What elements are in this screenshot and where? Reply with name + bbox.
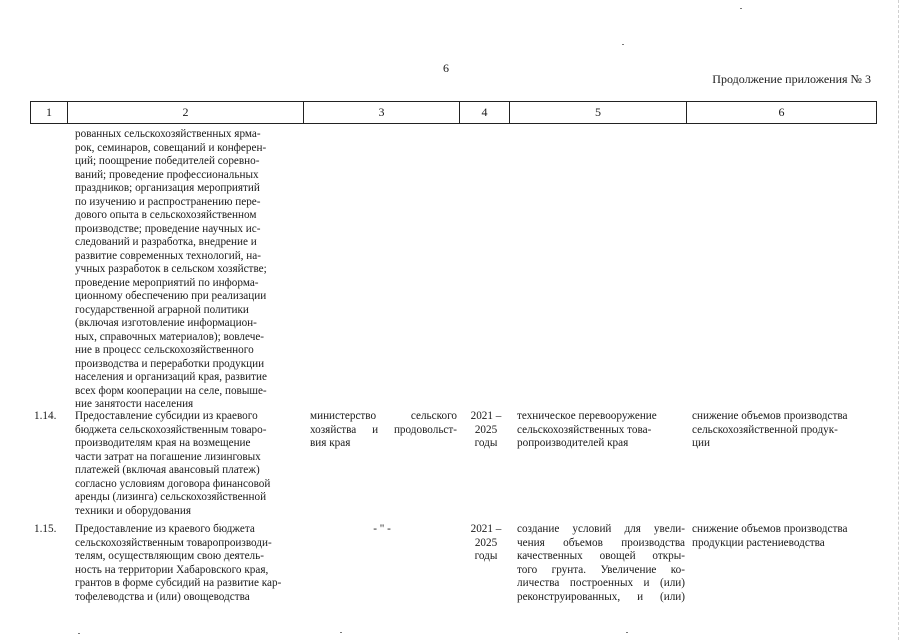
text-line: праздников; организация мероприятий	[75, 182, 260, 194]
text-line: годы	[474, 437, 498, 449]
text-line: развитие современных технологий, на-	[75, 249, 261, 262]
scan-speck	[626, 632, 628, 633]
row-executor	[310, 410, 457, 451]
text-line: части затрат на погашение лизинговых	[75, 450, 261, 463]
header-col-1: 1	[30, 101, 68, 124]
text-line: 2021 –	[470, 523, 502, 535]
text-line: населения и организаций края, развитие	[75, 371, 267, 383]
row-number: 1.14.	[34, 410, 57, 422]
text-line: ние в процесс сельскохозяйственного	[75, 344, 254, 356]
row-risk	[692, 523, 877, 550]
text-line: производстве; проведение научных ис-	[75, 222, 261, 235]
text-line: сельскохозяйственной продук-	[692, 423, 838, 436]
text-line: личества построенных и (или)	[517, 577, 685, 589]
text-line: 2025	[474, 423, 498, 436]
text-line: ных, справочных материалов); вовлече-	[75, 330, 265, 343]
text-line: техническое перевооружение	[517, 410, 657, 422]
scan-edge	[897, 0, 899, 640]
text-line: техники и оборудования	[75, 504, 191, 517]
ditto-mark: - " -	[373, 523, 391, 535]
text-line: рок, семинаров, совещаний и конферен-	[75, 141, 267, 154]
text-line: министерство сельского	[310, 410, 457, 422]
text-line: производителям края на возмещение	[75, 437, 251, 449]
text-line: (включая изготовление информацион-	[75, 317, 257, 329]
row-executor	[304, 523, 460, 537]
continuation-title: Продолжение приложения № 3	[712, 72, 871, 86]
row-number: 1.15.	[34, 523, 57, 535]
text-line: сельскохозяйственным товаропроизводи-	[75, 536, 272, 549]
text-line: проведение мероприятий по информа-	[75, 276, 259, 289]
text-line: ваний; проведение профессиональных	[75, 168, 259, 181]
text-line: ций; поощрение победителей соревно-	[75, 155, 260, 167]
text-line: государственной аграрной политики	[75, 303, 249, 316]
text-line: того грунта. Увеличение ко-	[517, 563, 685, 576]
text-line: бюджета сельскохозяйственным товаро-	[75, 423, 267, 436]
header-col-3: 3	[304, 101, 460, 124]
text-line: ции	[692, 437, 710, 449]
text-line: качественных овощей откры-	[517, 550, 685, 562]
text-line: платежей (включая авансовый платеж)	[75, 464, 260, 476]
text-line: сельскохозяйственных това-	[517, 423, 652, 436]
scan-speck	[78, 633, 80, 634]
text-line: ционному обеспечению при реализации	[75, 290, 267, 302]
header-col-6: 6	[687, 101, 877, 124]
text-line: продукции растениеводства	[692, 536, 825, 549]
header-col-2: 2	[68, 101, 304, 124]
text-line: хозяйства и продовольст-	[310, 423, 457, 436]
text-line: создание условий для увели-	[517, 523, 685, 535]
row-risk	[692, 410, 877, 451]
text-line: согласно условиям договора финансовой	[75, 477, 271, 490]
text-line: годы	[474, 550, 498, 562]
scan-speck	[740, 8, 742, 9]
text-line: всех форм кооперации на селе, повыше-	[75, 384, 267, 397]
scan-speck	[340, 632, 342, 633]
text-line: учных разработок в сельском хозяйстве;	[75, 263, 267, 275]
continued-row-text	[75, 128, 305, 412]
scan-speck	[622, 44, 624, 45]
text-line: ропроизводителей края	[517, 437, 629, 449]
text-line: тофелеводства и (или) овощеводства	[75, 590, 250, 603]
text-line: ние занятости населения	[75, 398, 194, 410]
text-line: Предоставление из краевого бюджета	[75, 523, 255, 535]
text-line: следований и разработка, внедрение и	[75, 236, 257, 248]
text-line: дового опыта в сельскохозяйственном	[75, 209, 257, 221]
header-col-4: 4	[460, 101, 510, 124]
text-line: 2021 –	[470, 410, 502, 422]
row-period	[462, 410, 510, 451]
text-line: грантов в форме субсидий на развитие кар-	[75, 577, 282, 589]
row-period	[462, 523, 510, 564]
text-line: ность на территории Хабаровского края,	[75, 563, 269, 576]
text-line: вия края	[310, 437, 351, 449]
row-result	[517, 410, 685, 451]
row-result	[517, 523, 685, 604]
header-col-5: 5	[510, 101, 687, 124]
text-line: телям, осуществляющим свою деятель-	[75, 550, 264, 562]
row-description	[75, 523, 305, 604]
text-line: аренды (лизинга) сельскохозяйственной	[75, 491, 267, 503]
text-line: чения объемов производства	[517, 536, 685, 549]
row-description	[75, 410, 305, 518]
text-line: производства и переработки продукции	[75, 357, 265, 370]
page-number: 6	[443, 61, 449, 75]
text-line: по изучению и распространению пере-	[75, 195, 261, 208]
text-line: снижение объемов производства	[692, 410, 848, 422]
text-line: рованных сельскохозяйственных ярма-	[75, 128, 261, 140]
text-line: снижение объемов производства	[692, 523, 848, 535]
text-line: реконструированных, и (или)	[517, 590, 685, 603]
text-line: 2025	[474, 536, 498, 549]
text-line: Предоставление субсидии из краевого	[75, 410, 258, 422]
